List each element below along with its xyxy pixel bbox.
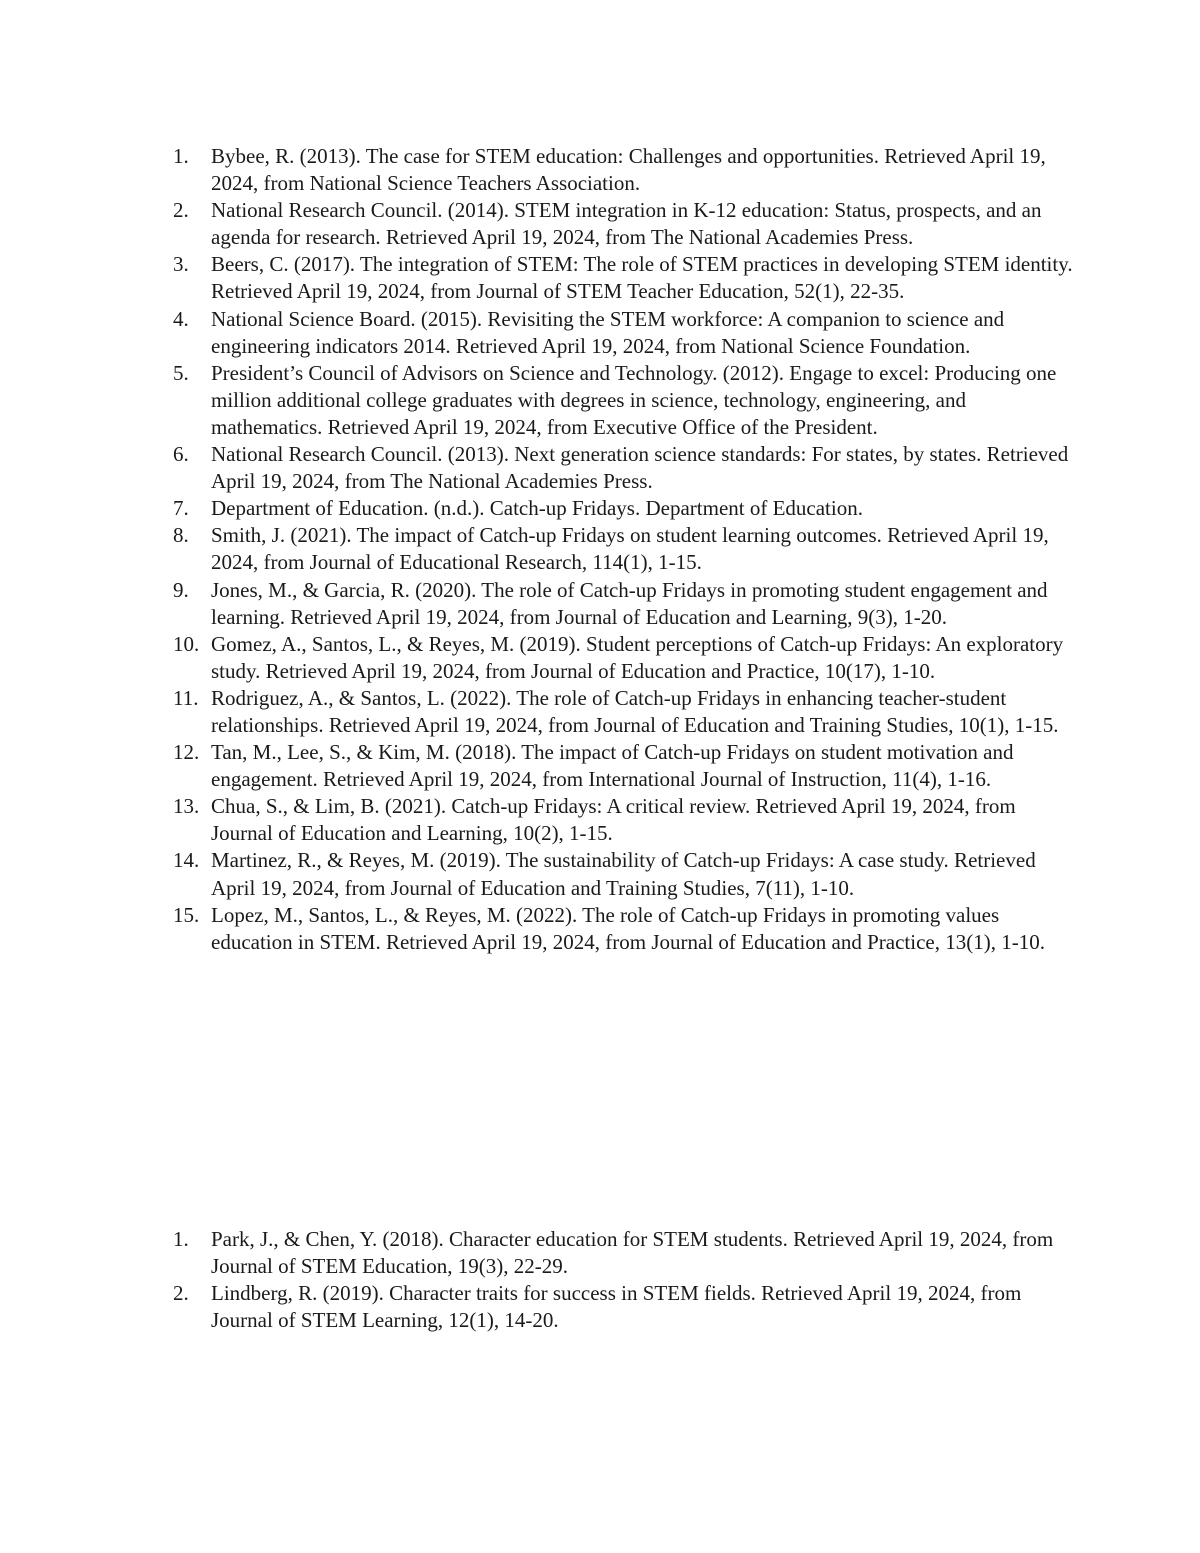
reference-item — [173, 251, 1073, 305]
reference-number: 2. — [173, 1281, 189, 1306]
reference-number: 6. — [173, 442, 189, 467]
reference-number: 5. — [173, 360, 189, 385]
reference-text: Jones, M., & Garcia, R. (2020). The role of Catch-up Fridays in promoting student engagement and learning. Retrieved April 19, 2024, from Journal of Education and Learning, 9(3), 1-20. — [211, 577, 1048, 629]
reference-item — [173, 739, 1073, 793]
reference-number: 4. — [173, 306, 189, 331]
reference-number: 2. — [173, 198, 189, 223]
reference-item — [173, 631, 1073, 685]
reference-number: 1. — [173, 1227, 189, 1251]
reference-item — [173, 793, 1073, 847]
reference-item — [173, 685, 1073, 739]
reference-number: 15. — [173, 902, 200, 927]
reference-number: 10. — [173, 631, 200, 656]
reference-item — [173, 197, 1073, 251]
reference-item — [173, 847, 1073, 901]
reference-number: 1. — [173, 144, 189, 168]
reference-number: 9. — [173, 577, 189, 602]
reference-item — [173, 1280, 1073, 1334]
reference-text: Gomez, A., Santos, L., & Reyes, M. (2019). Student perceptions of Catch-up Fridays: An exploratory study. Retrieved April 19, 2024, from Journal of Education and Practice, 10(17), 1-10. — [211, 631, 1064, 683]
reference-text: National Research Council. (2013). Next generation science standards: For states, by states. Retrieved April 19, 2024, from The National Academies Press. — [211, 442, 1069, 494]
reference-number: 8. — [173, 523, 189, 548]
reference-text: Rodriguez, A., & Santos, L. (2022). The role of Catch-up Fridays in enhancing teacher-student relationships. Retrieved April 19, 2024, from Journal of Education and Training Studies, 10(1), 1-15. — [211, 685, 1059, 737]
reference-number: 12. — [173, 740, 200, 765]
reference-list-main — [173, 143, 1073, 956]
reference-item — [173, 577, 1073, 631]
reference-list-secondary — [173, 1226, 1073, 1334]
reference-item — [173, 306, 1073, 360]
reference-text: Department of Education. (n.d.). Catch-up Fridays. Department of Education. — [211, 496, 863, 521]
reference-text: Park, J., & Chen, Y. (2018). Character education for STEM students. Retrieved April 19, 2024, from Journal of STEM Education, 19(3), 22-29. — [211, 1227, 1054, 1279]
reference-text: Lopez, M., Santos, L., & Reyes, M. (2022). The role of Catch-up Fridays in promoting values education in STEM. Retrieved April 19, 2024, from Journal of Education and Practice, 13(1), 1-10. — [211, 902, 1045, 954]
reference-item — [173, 143, 1073, 197]
reference-number: 13. — [173, 794, 200, 819]
reference-item — [173, 902, 1073, 956]
reference-item — [173, 1226, 1073, 1280]
reference-text: National Science Board. (2015). Revisiting the STEM workforce: A companion to science and engineering indicators 2014. Retrieved April 19, 2024, from National Science Foundation. — [211, 306, 1005, 358]
reference-number: 3. — [173, 252, 189, 277]
reference-text: Beers, C. (2017). The integration of STEM: The role of STEM practices in developing STEM identity. Retrieved April 19, 2024, from Journal of STEM Teacher Education, 52(1), 22-35. — [211, 252, 1073, 304]
reference-text: Bybee, R. (2013). The case for STEM education: Challenges and opportunities. Retrieved April 19, 2024, from National Science Teachers Association. — [211, 144, 1046, 196]
reference-item — [173, 360, 1073, 441]
reference-text: National Research Council. (2014). STEM integration in K-12 education: Status, prospects, and an agenda for research. Retrieved April 19, 2024, from The National Academies Press. — [211, 198, 1042, 250]
reference-text: Martinez, R., & Reyes, M. (2019). The sustainability of Catch-up Fridays: A case study. Retrieved April 19, 2024, from Journal of Education and Training Studies, 7(11), 1-10. — [211, 848, 1036, 900]
reference-text: Lindberg, R. (2019). Character traits for success in STEM fields. Retrieved April 19, 2024, from Journal of STEM Learning, 12(1), 14-20. — [211, 1281, 1022, 1333]
reference-item — [173, 441, 1073, 495]
reference-number: 7. — [173, 496, 189, 521]
reference-number: 14. — [173, 848, 200, 873]
reference-item — [173, 522, 1073, 576]
reference-text: Tan, M., Lee, S., & Kim, M. (2018). The impact of Catch-up Fridays on student motivation and engagement. Retrieved April 19, 2024, from International Journal of Instruction, 11(4), 1-16. — [211, 740, 1014, 792]
reference-item — [173, 495, 1073, 522]
reference-text: Chua, S., & Lim, B. (2021). Catch-up Fridays: A critical review. Retrieved April 19, 2024, from Journal of Education and Learning, 10(2), 1-15. — [211, 794, 1016, 846]
reference-number: 11. — [173, 685, 199, 710]
reference-text: Smith, J. (2021). The impact of Catch-up Fridays on student learning outcomes. Retrieved April 19, 2024, from Journal of Educational Research, 114(1), 1-15. — [211, 523, 1049, 575]
reference-text: President’s Council of Advisors on Science and Technology. (2012). Engage to excel: Producing one million additional college graduates with degrees in science, technology, engineering, and mathematics. Retrieved April 19, 2024, from Executive Office of the President. — [211, 360, 1057, 439]
